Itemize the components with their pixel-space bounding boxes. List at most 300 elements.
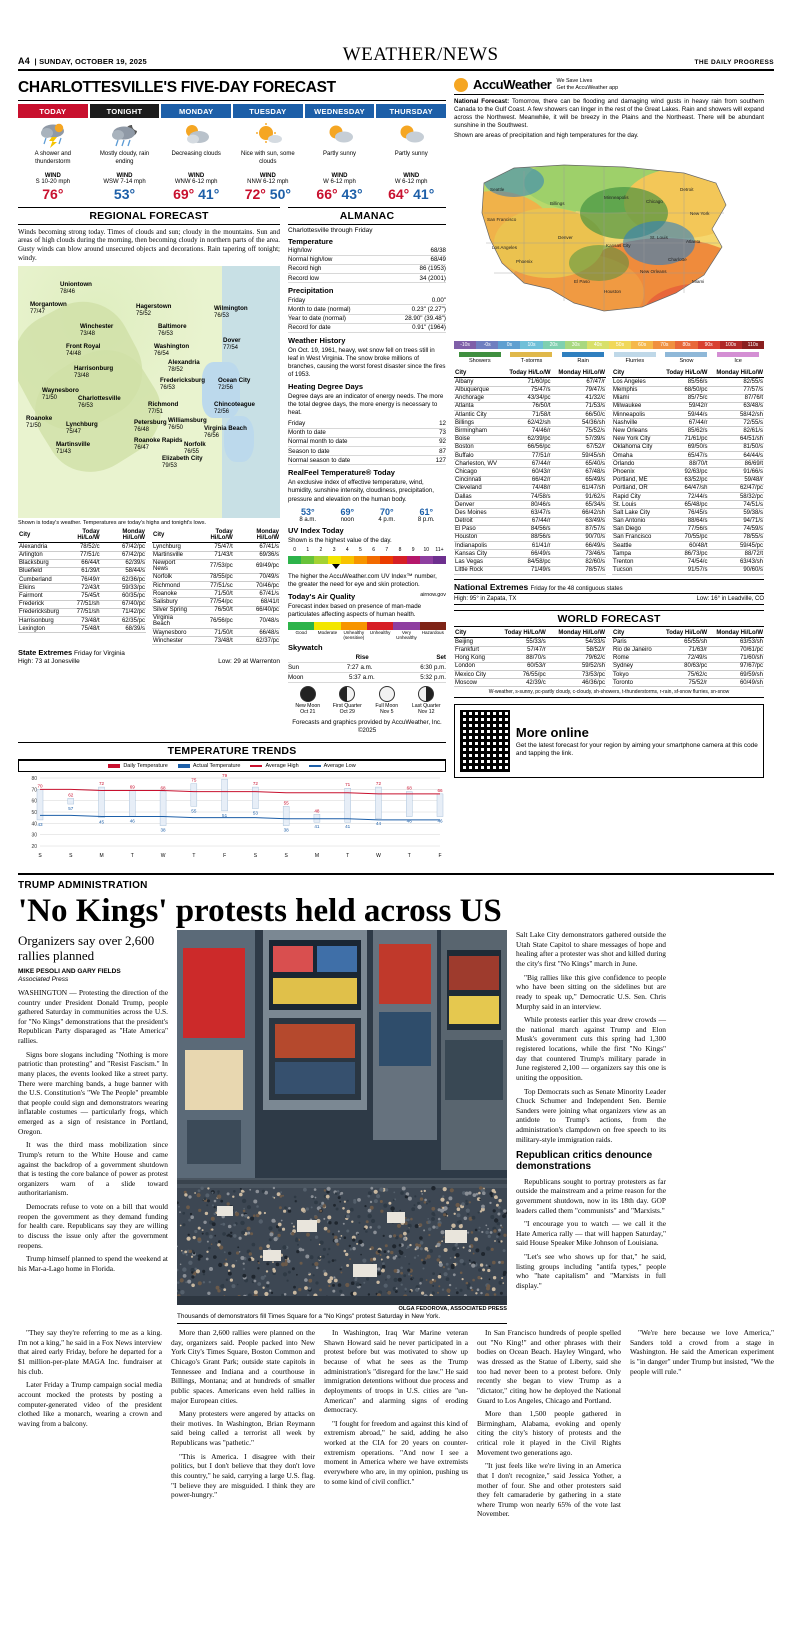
cell-city: Lynchburg: [152, 543, 192, 551]
table-row: [612, 460, 764, 468]
svg-text:W: W: [376, 852, 381, 859]
cell-monday: 65/40/s: [552, 460, 606, 468]
almanac-value: 68/38: [430, 247, 446, 255]
svg-text:New Orleans: New Orleans: [640, 269, 667, 275]
map-city-temp: 77/51: [148, 408, 164, 415]
aq-label: Good: [295, 629, 307, 635]
table-row: [454, 525, 606, 533]
svg-text:80: 80: [31, 775, 37, 782]
cell-today: 75/52/r: [659, 679, 709, 687]
story-paragraph: "They say they're referring to me as a king. I'm not a king," he said in a Fox News interview that aired early Friday, before he departed for a $1 million-per-plate MAGA Inc. fundraiser at his club.: [18, 1328, 162, 1376]
svg-text:El Paso: El Paso: [574, 279, 590, 285]
map-city-temp: 76/53: [214, 312, 230, 319]
col-monday: Monday Hi/Lo/W: [708, 369, 764, 378]
cell-today: 88/70/t: [659, 460, 708, 468]
map-city-name: Waynesboro: [42, 387, 79, 395]
table-row: [152, 637, 280, 645]
cell-monday: 71/60/sh: [708, 654, 764, 662]
uv-scale-numbers: [288, 547, 446, 553]
almanac-label: Friday: [288, 420, 306, 428]
table-row: [454, 509, 606, 517]
realfeel-slot: [288, 507, 328, 523]
cell-monday: 59/33/pc: [101, 584, 146, 592]
cell-city: Frankfurt: [454, 646, 494, 654]
map-city-name: Harrisonburg: [74, 365, 114, 373]
national-map-note: Shown are areas of precipitation and high temperatures for the day.: [454, 132, 639, 140]
cell-city: Rio de Janeiro: [612, 646, 659, 654]
low-temp: 41°: [198, 186, 220, 202]
cell-city: Phoenix: [612, 468, 659, 476]
map-city-name: Hagerstown: [136, 303, 172, 311]
table-row: [18, 551, 146, 559]
map-city-name: Williamsburg: [168, 417, 207, 425]
cell-today: 75/47/s: [503, 386, 551, 394]
cell-city: Atlantic City: [454, 411, 503, 419]
realfeel-value: 69°: [340, 506, 355, 517]
realfeel-time: noon: [340, 516, 354, 523]
svg-text:72: 72: [375, 780, 382, 786]
day-temps: [90, 186, 160, 202]
cell-monday: 67/41/s: [234, 543, 280, 551]
realfeel-time: 8 p.m.: [417, 516, 435, 523]
svg-text:30: 30: [31, 832, 37, 839]
table-row: [612, 566, 764, 574]
cell-today: 65/48/pc: [659, 501, 708, 509]
cell-monday: 82/55/s: [708, 378, 764, 386]
us-weather-map: [454, 143, 764, 339]
svg-text:72: 72: [98, 780, 105, 786]
table-row: [152, 551, 280, 559]
cell-monday: 75/52/s: [552, 427, 606, 435]
cell-city: Minneapolis: [612, 411, 659, 419]
more-online-promo[interactable]: [454, 704, 764, 778]
col-monday: Monday Hi/Lo/W: [234, 528, 280, 543]
story-paragraph: WASHINGTON — Protesting the direction of the country under President Donald Trump, people gathered Saturday in communities across the U.S. for "No Kings" demonstrations that the president's Republican Party disparaged as "Hate America" rallies.: [18, 987, 168, 1046]
cell-monday: 70/49/s: [234, 573, 280, 581]
uv-tick: 4: [345, 546, 349, 553]
story-paragraph: Signs bore slogans including "Nothing is more patriotic than protesting" and "Resist Fascism." In many places, the events looked like a street party. There were marching bands, a huge banner with the U.S. Constitution's "We The People" preamble that people could sign and demonstrators wearing inflatable costumes — particularly frogs, which emerged as a sign of resistance in Portland, Oregon.: [18, 1049, 168, 1136]
wind-value: WNW 6-12 mph: [174, 179, 218, 185]
almanac-value: 87: [439, 447, 446, 455]
table-row: [454, 638, 606, 646]
national-extremes-title: National Extremes: [454, 581, 529, 592]
cell-monday: 60/49/sh: [708, 679, 764, 687]
uv-text: The higher the AccuWeather.com UV Index™ number, the greater the need for eye and skin protection.: [288, 572, 437, 588]
story-paragraph: Later Friday a Trump campaign social media account mocked the protests by posting a computer-generated video of the president clothed like a monarch, wearing a crown and waving from a balcony.: [18, 1380, 162, 1428]
table-row: [612, 443, 764, 451]
regional-city-tables: [18, 528, 280, 645]
map-city-temp: 76/56: [204, 432, 220, 439]
moon-date: Oct 21: [300, 708, 316, 715]
almanac-row: [288, 274, 446, 283]
day-band: THURSDAY: [376, 104, 446, 118]
table-row: [18, 600, 146, 608]
svg-text:Chicago: Chicago: [646, 199, 663, 205]
cell-city: Frederick: [18, 600, 60, 608]
section-title: WEATHER/NEWS: [342, 44, 499, 65]
cell-monday: 63/43/sh: [708, 558, 764, 566]
almanac-value: 34 (2001): [419, 274, 446, 282]
map-city: [204, 426, 247, 439]
moon-name: Full Moon: [375, 702, 399, 709]
key-showers: Showers: [459, 352, 501, 364]
moon-phase: [407, 686, 447, 715]
svg-text:46: 46: [129, 818, 135, 824]
cell-today: 73/48/t: [192, 637, 233, 645]
table-row: [612, 662, 764, 670]
table-row: [612, 638, 764, 646]
table-row: [18, 608, 146, 616]
story-paragraph: Salt Lake City demonstrators gathered outside the Utah State Capitol to share messages of hope and healing after a protester was shot and killed during the city's first "No Kings" march in June.: [516, 930, 666, 969]
table-row: [612, 484, 764, 492]
svg-text:T: T: [346, 852, 350, 859]
sky-body: Sun: [288, 663, 300, 671]
cell-today: 71/63/r: [659, 646, 709, 654]
state-extremes: [18, 648, 280, 665]
almanac-heating-header: Heating Degree Days: [288, 382, 364, 392]
cell-city: Houston: [454, 533, 503, 541]
table-row: [152, 606, 280, 614]
table-row: [612, 542, 764, 550]
svg-text:Miami: Miami: [692, 279, 705, 285]
svg-text:44: 44: [375, 820, 382, 826]
national-extremes-sub: Friday for the 48 contiguous states: [530, 585, 623, 592]
map-city-temp: 76/53: [158, 330, 174, 337]
cell-monday: 59/38/s: [708, 509, 764, 517]
realfeel-time: 4 p.m.: [378, 516, 396, 523]
city-table: [152, 528, 280, 645]
realfeel-values: [288, 507, 446, 523]
svg-text:41: 41: [345, 823, 351, 829]
low-temp: 50°: [269, 186, 291, 202]
cell-city: San Francisco: [612, 533, 659, 541]
story-jump-col-2: [171, 1328, 315, 1523]
almanac-label: Record high: [288, 265, 322, 273]
col-city: City: [612, 369, 659, 378]
cell-today: 63/52/pc: [659, 476, 708, 484]
cell-today: 76/50/t: [192, 606, 233, 614]
almanac-value: 86 (1953): [419, 265, 446, 273]
five-day-forecast-title: CHARLOTTESVILLE'S FIVE-DAY FORECAST: [18, 79, 336, 96]
moon-icon: [379, 686, 395, 702]
cell-monday: 58/42/sh: [708, 411, 764, 419]
cell-today: 60/53/r: [494, 662, 547, 670]
cell-today: 76/45/s: [659, 509, 708, 517]
realfeel-value: 53°: [300, 506, 315, 517]
story-paragraph: In San Francisco hundreds of people spelled out "No King!" and other phrases with their bodies on Ocean Beach. Hayley Wingard, who was dressed as the Statue of Liberty, said she too had never been to a protest before. Only recently she began to view Trump as a "dictator," citing how he deployed the National Guard to Los Angeles, Chicago and Portland.: [477, 1328, 621, 1405]
table-row: [18, 559, 146, 567]
moon-name: Last Quarter: [411, 702, 441, 709]
sky-set: 6:30 p.m.: [420, 663, 446, 671]
table-row: [454, 468, 606, 476]
cell-monday: 79/62/c: [547, 654, 606, 662]
table-row: [454, 435, 606, 443]
cell-monday: 69/49/pc: [234, 559, 280, 573]
cell-today: 76/55/pc: [494, 671, 547, 679]
low-temp: 53°: [113, 186, 136, 202]
almanac-row: [288, 265, 446, 274]
map-city: [168, 418, 207, 431]
cell-monday: 79/47/s: [552, 386, 606, 394]
cell-city: Sydney: [612, 662, 659, 670]
svg-text:79: 79: [222, 773, 228, 778]
table-row: [454, 378, 606, 386]
svg-text:F: F: [223, 852, 227, 859]
svg-text:S: S: [69, 852, 73, 859]
almanac-title: ALMANAC: [288, 207, 446, 225]
uv-sub: Shown is the highest value of the day.: [288, 536, 392, 544]
almanac-value: 0.23" (2.27"): [411, 306, 446, 314]
legend-avg-high: Average High: [250, 763, 298, 769]
temperature-trends-chart: [18, 774, 446, 860]
forecast-day: [305, 104, 375, 202]
almanac-label: Year to date (normal): [288, 315, 346, 323]
cell-monday: 46/36/pc: [547, 679, 606, 687]
table-row: [454, 460, 606, 468]
cell-monday: 62/39/s: [101, 559, 146, 567]
cell-city: Paris: [612, 638, 659, 646]
svg-text:T: T: [407, 852, 411, 859]
table-row: [612, 509, 764, 517]
table-row: [18, 584, 146, 592]
map-city-temp: 72/56: [214, 408, 230, 415]
cell-today: 85/75/c: [659, 394, 708, 402]
skywatch-head-row: [288, 653, 446, 663]
cell-monday: 67/48/s: [552, 468, 606, 476]
cell-monday: 87/76/t: [708, 394, 764, 402]
cell-today: 67/44/r: [503, 460, 551, 468]
city-table-left: [18, 528, 146, 645]
map-city-temp: 76/47: [134, 444, 150, 451]
day-temps: [376, 186, 446, 202]
svg-text:50: 50: [31, 809, 37, 816]
story-bottom-row: [18, 1328, 774, 1523]
key-flurries: Flurries: [614, 352, 656, 364]
day-description: Nice with sun, some clouds: [241, 151, 295, 165]
cell-city: Portland, ME: [612, 476, 659, 484]
day-description: A shower and thunderstorm: [34, 151, 72, 165]
story-jump-col-4: [477, 1328, 621, 1523]
cell-monday: 54/36/sh: [552, 419, 606, 427]
story-jump-col-3: [324, 1328, 468, 1523]
cell-city: Rome: [612, 654, 659, 662]
cell-city: Chicago: [454, 468, 503, 476]
day-band: TUESDAY: [233, 104, 303, 118]
qr-code-icon[interactable]: [460, 710, 510, 772]
cell-monday: 66/40/pc: [234, 606, 280, 614]
map-city-name: Roanoke Rapids: [134, 437, 183, 445]
cell-today: 71/61/pc: [659, 435, 708, 443]
sun-icon: [233, 120, 303, 150]
svg-text:46: 46: [406, 818, 412, 824]
skywatch-col-set: Set: [436, 653, 446, 661]
almanac-label: Record for date: [288, 324, 331, 332]
table-row: [454, 550, 606, 558]
cell-city: Birmingham: [454, 427, 503, 435]
skywatch-rows: [288, 663, 446, 683]
cell-today: 92/63/pc: [659, 468, 708, 476]
story-paragraph: "This is America. I disagree with their politics, but I don't believe that they don't love this country," he said, carrying a large U.S. flag. "I believe they are misguided. I think they are power-hungry.": [171, 1451, 315, 1500]
col-monday: Monday Hi/Lo/W: [547, 629, 606, 638]
cell-city: Albuquerque: [454, 386, 503, 394]
almanac-row: [288, 447, 446, 456]
table-row: [612, 468, 764, 476]
almanac-row: [288, 315, 446, 324]
cell-monday: 68/39/s: [101, 625, 146, 633]
map-city-temp: 76/55: [184, 448, 200, 455]
cell-city: Fredericksburg: [19, 609, 60, 616]
map-city-temp: 75/47: [66, 428, 82, 435]
cell-today: 75/62/c: [659, 671, 709, 679]
cell-city: Harrisonburg: [18, 617, 60, 625]
issue-date: SUNDAY, OCTOBER 19, 2025: [39, 57, 147, 66]
col-city: City: [18, 528, 60, 543]
uv-pointer-icon: [332, 564, 340, 569]
table-row: [612, 517, 764, 525]
svg-text:69: 69: [129, 783, 135, 789]
map-city: [148, 402, 178, 415]
cell-monday: 63/53/sh: [708, 638, 764, 646]
story-paragraph: More than 2,600 rallies were planned on the day, organizers said. People packed into New York City's Times Square, Boston Common and Chicago's Grant Park; outside state capitols in Tennessee and Indiana and a courthouse in Billings, Montana; and at hundreds of smaller public spaces. Americans even held rallies in major European cities.: [171, 1328, 315, 1405]
cell-monday: 67/52/r: [552, 443, 606, 451]
partly-sunny-icon: [305, 120, 375, 150]
cell-city: Cumberland: [18, 576, 60, 584]
svg-text:38: 38: [283, 827, 289, 833]
svg-text:T: T: [192, 852, 196, 859]
cell-city: Silver Spring: [152, 606, 192, 614]
table-row: [454, 654, 606, 662]
story-column-1: [18, 930, 168, 1324]
accuweather-tagline: [556, 78, 618, 92]
table-row: [612, 476, 764, 484]
almanac-label: Season to date: [288, 447, 330, 455]
state-extremes-label: State Extremes: [18, 648, 73, 658]
col-today: Today Hi/Lo/W: [659, 369, 708, 378]
cell-today: 57/47/r: [494, 646, 547, 654]
map-city-name: Fredericksburg: [160, 377, 206, 385]
story-paragraph: Democrats refuse to vote on a bill that would reopen the government as they demand funding for health care. Republicans say they are willing to discuss the issue only after the government reopens.: [18, 1202, 168, 1250]
cell-today: 77/51/sc: [192, 582, 233, 590]
cell-city: New Orleans: [612, 427, 659, 435]
cell-today: 75/45/t: [60, 592, 101, 600]
table-row: [612, 427, 764, 435]
cell-today: 85/62/s: [659, 427, 708, 435]
story-paragraph: "Let's see who shows up for that," he said, listing groups including "antifa types," people who "hate capitalism" and "Marxists in full display.": [516, 1252, 666, 1290]
national-city-table: [454, 369, 606, 575]
cell-today: 62/39/pc: [503, 435, 551, 443]
air-quality-source: airnow.gov: [420, 591, 446, 598]
cell-city: Moscow: [454, 679, 494, 687]
moon-date: Nov 5: [379, 708, 394, 715]
aq-label: Unhealthy: [369, 629, 391, 635]
table-row: [612, 419, 764, 427]
table-row: [152, 543, 280, 551]
chart-legend: [18, 760, 446, 772]
day-temps: [161, 186, 231, 202]
cell-monday: 86/69/t: [708, 460, 764, 468]
skywatch-row: [288, 663, 446, 673]
cell-today: 61/41/r: [503, 542, 551, 550]
svg-text:San Francisco: San Francisco: [487, 217, 517, 223]
cell-monday: 66/49/s: [552, 542, 606, 550]
table-row: [612, 654, 764, 662]
cell-today: 71/60/pc: [503, 378, 551, 386]
cell-today: 76/49/r: [60, 576, 101, 584]
cell-monday: 65/49/s: [552, 476, 606, 484]
col-today: Today Hi/Lo/W: [503, 369, 551, 378]
cell-monday: 91/62/s: [552, 492, 606, 500]
realfeel-value: 61°: [419, 506, 434, 517]
legend-daily: Daily Temperature: [108, 763, 168, 769]
moon-phase: [367, 686, 407, 715]
map-city-temp: 78/46: [60, 288, 76, 295]
wind-value: W 6-12 mph: [394, 179, 428, 185]
cell-monday: 88/72/t: [708, 550, 764, 558]
svg-text:70: 70: [31, 786, 37, 793]
story-photo-block: [177, 930, 507, 1324]
cell-city: Memphis: [612, 386, 659, 394]
story-paragraph: More than 1,500 people gathered in Birmingham, Alabama, evoking and openly citing the city's history of protests and the critical role it played in the Civil Rights Movement two generations ago.: [477, 1409, 621, 1457]
cell-city: Detroit: [454, 517, 503, 525]
cell-today: 64/47/sh: [659, 484, 708, 492]
high-temp: 69°: [173, 186, 195, 202]
cell-monday: 54/33/s: [547, 638, 606, 646]
realfeel-text: An exclusive index of effective temperature, wind, humidity, sunshine intensity, cloudiness, precipitation, pressure and elevation on the human body.: [288, 479, 434, 503]
map-city-name: Front Royal: [66, 343, 101, 351]
svg-text:20: 20: [31, 843, 37, 850]
world-table-right: [612, 629, 764, 687]
cell-today: 75/48/t: [60, 625, 101, 633]
cell-today: 77/54/pc: [192, 598, 233, 606]
map-city: [78, 396, 121, 409]
map-city-temp: 74/48: [66, 350, 82, 357]
map-city-name: Roanoke: [26, 415, 53, 423]
map-city: [26, 416, 52, 429]
cell-monday: 78/55/s: [708, 533, 764, 541]
day-band: TONIGHT: [90, 104, 160, 118]
moon-name: New Moon: [295, 702, 321, 709]
cell-today: 80/46/s: [503, 501, 551, 509]
map-city-name: Virginia Beach: [204, 425, 247, 433]
map-city: [134, 438, 182, 451]
table-row: [454, 517, 606, 525]
almanac-row: [288, 419, 446, 428]
air-quality-text: Forecast index based on presence of man-made particulates affecting aspects of human health.: [288, 602, 422, 618]
precipitation-key: [454, 352, 764, 364]
temperature-legend: -10s -0s 0s 10s 20s 30s 40s 50s 60s 70s 80s 90s 100s 110s: [454, 341, 764, 349]
table-row: [454, 542, 606, 550]
day-description: Partly sunny: [323, 151, 357, 157]
map-sound: [224, 416, 254, 462]
table-row: [612, 533, 764, 541]
key-tstorms: T-storms: [510, 352, 552, 364]
cell-today: 60/48/t: [659, 542, 708, 550]
svg-text:72: 72: [252, 780, 258, 786]
cell-today: 84/56/s: [503, 525, 551, 533]
cell-today: 60/43/r: [503, 468, 551, 476]
map-city: [80, 324, 113, 337]
svg-text:46: 46: [437, 818, 443, 824]
table-row: [152, 582, 280, 590]
svg-text:57: 57: [68, 805, 74, 811]
map-city: [56, 442, 90, 455]
cell-monday: 97/67/pc: [708, 662, 764, 670]
byline-authors: MIKE PESOLI AND GARY FIELDS: [18, 968, 121, 976]
cell-monday: 70/48/s: [234, 614, 280, 628]
cell-today: 74/46/r: [503, 427, 551, 435]
svg-text:S: S: [38, 852, 42, 859]
cell-today: 76/50/t: [503, 402, 551, 410]
